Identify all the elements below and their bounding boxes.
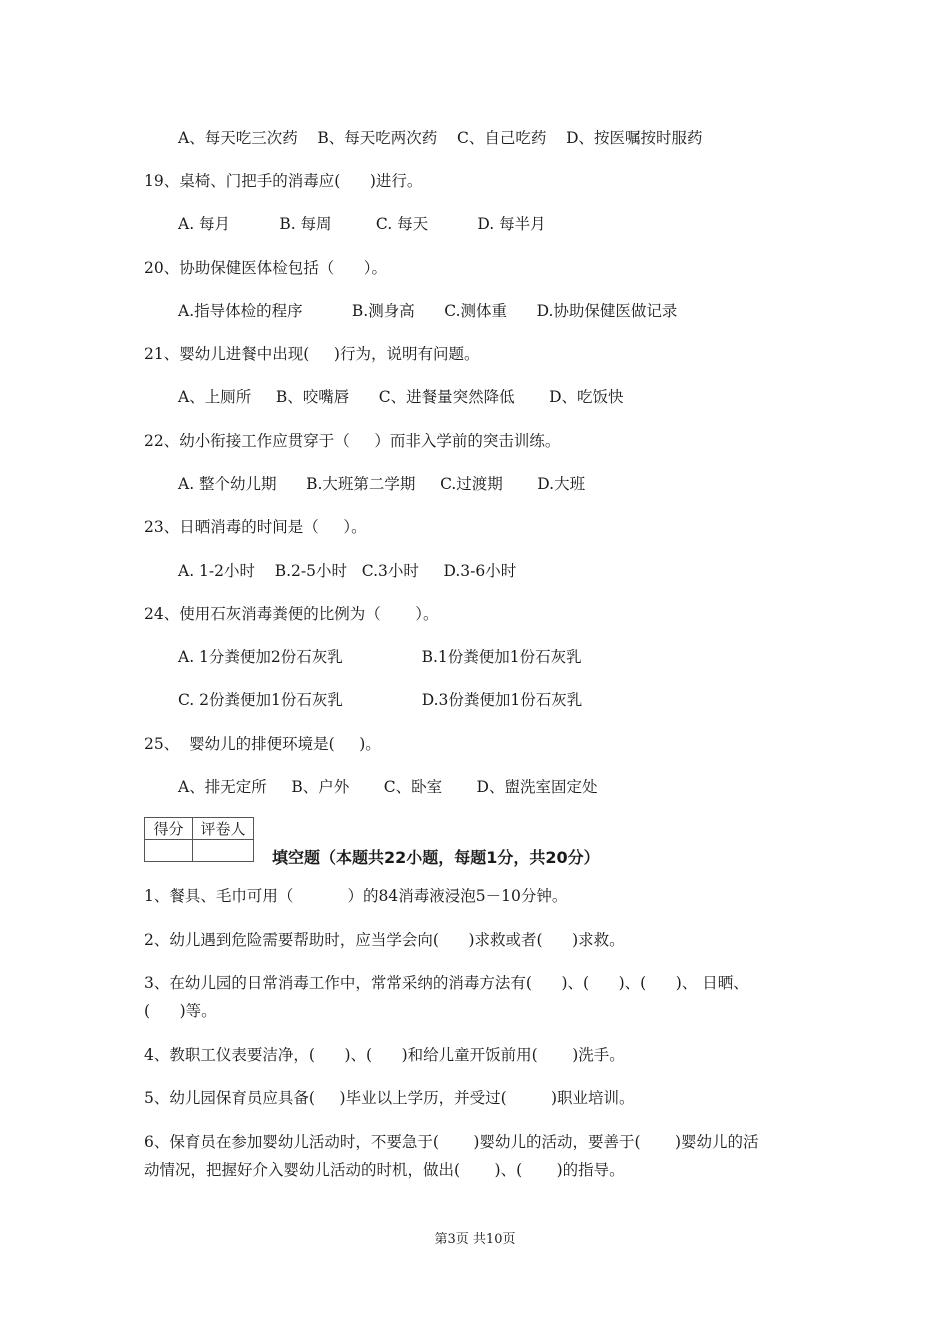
- question-19: 19、桌椅、门把手的消毒应( )进行。: [144, 172, 423, 190]
- fill-question-6-line2: 动情况，把握好介入婴幼儿活动的时机，做出( )、( )的指导。: [144, 1161, 625, 1179]
- question-18-options: A、每天吃三次药 B、每天吃两次药 C、自己吃药 D、按医嘱按时服药: [178, 129, 703, 147]
- page-footer: 第3页 共10页: [434, 1232, 516, 1247]
- fill-question-6-line1: 6、保育员在参加婴幼儿活动时，不要急于( )婴幼儿的活动，要善于( )婴幼儿的活: [144, 1133, 759, 1151]
- question-24-options-row1: A. 1分粪便加2份石灰乳 B.1份粪便加1份石灰乳: [178, 648, 582, 666]
- question-22: 22、幼小衔接工作应贯穿于（ ）而非入学前的突击训练。: [144, 432, 561, 450]
- question-25: 25、 婴幼儿的排便环境是( )。: [144, 735, 381, 753]
- fill-question-2: 2、幼儿遇到危险需要帮助时，应当学会向( )求救或者( )求救。: [144, 931, 625, 949]
- question-21-options: A、上厕所 B、咬嘴唇 C、进餐量突然降低 D、吃饭快: [178, 388, 624, 406]
- section-title: 填空题（本题共22小题，每题1分，共20分）: [272, 848, 600, 867]
- question-25-options: A、排无定所 B、户外 C、卧室 D、盥洗室固定处: [178, 778, 598, 796]
- question-21: 21、婴幼儿进餐中出现( )行为，说明有问题。: [144, 345, 480, 363]
- fill-question-4: 4、教职工仪表要洁净，( )、( )和给儿童开饭前用( )洗手。: [144, 1046, 625, 1064]
- fill-question-1: 1、餐具、毛巾可用（ ）的84消毒液浸泡5－10分钟。: [144, 887, 568, 905]
- fill-question-5: 5、幼儿园保育员应具备( )毕业以上学历，并受过( )职业培训。: [144, 1089, 635, 1107]
- reviewer-label: 评卷人: [193, 818, 254, 840]
- reviewer-cell: [193, 840, 254, 862]
- fill-question-3-line2: ( )等。: [144, 1002, 217, 1020]
- score-label: 得分: [145, 818, 193, 840]
- question-19-options: A. 每月 B. 每周 C. 每天 D. 每半月: [178, 215, 546, 233]
- question-20-options: A.指导体检的程序 B.测身高 C.测体重 D.协助保健医做记录: [178, 302, 678, 320]
- score-cell: [145, 840, 193, 862]
- question-20: 20、协助保健医体检包括（ ）。: [144, 259, 388, 277]
- question-22-options: A. 整个幼儿期 B.大班第二学期 C.过渡期 D.大班: [178, 475, 586, 493]
- question-24-options-row2: C. 2份粪便加1份石灰乳 D.3份粪便加1份石灰乳: [178, 691, 583, 709]
- score-table: [144, 817, 254, 862]
- fill-question-3-line1: 3、在幼儿园的日常消毒工作中，常常采纳的消毒方法有( )、( )、( )、 日晒、: [144, 974, 749, 992]
- question-23: 23、日晒消毒的时间是（ ）。: [144, 518, 367, 536]
- question-24: 24、使用石灰消毒粪便的比例为（ ）。: [144, 605, 439, 623]
- question-23-options: A. 1-2小时 B.2-5小时 C.3小时 D.3-6小时: [178, 562, 517, 580]
